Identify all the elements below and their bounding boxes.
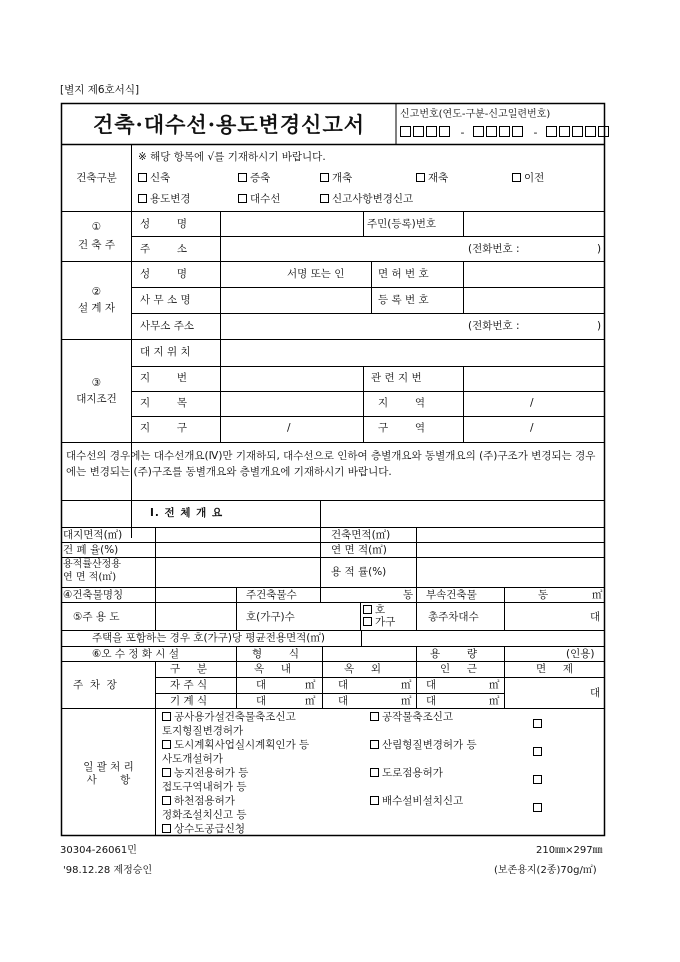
far-label: 용 적 률(%) [331,566,387,578]
batch-road-use[interactable]: 도로점용허가 [370,768,443,779]
designer-phone-label: (전화번호 : [468,320,520,332]
category-note: ※ 해당 항목에 √를 기재하시기 바랍니다. [138,151,326,163]
batch-check-4[interactable] [533,796,545,815]
batch-septic-label: 정화조설치신고 등 [162,809,247,821]
designer-office-label: 사 무 소 명 [140,294,191,306]
parking-row-mechanical: 기 계 식 [170,695,208,707]
footer-approval: '98.12.28 제정승인 [63,865,153,876]
parking-mech-outdoor-unit: 대 [338,695,349,707]
batch-check-1[interactable] [533,712,545,731]
owner-address-label: 주 소 [140,243,187,255]
site-location-label: 대 지 위 치 [140,346,191,358]
designer-office-addr-field[interactable] [222,315,462,338]
category-relocate[interactable]: 이전 [512,173,544,184]
owner-id-field[interactable] [465,213,603,235]
footer-paper: (보존용지(2종)70g/㎡) [494,865,597,876]
floor-area-label: 연 면 적(㎡) [331,544,387,556]
batch-private-road-label: 사도개설허가 [162,753,223,765]
batch-river[interactable]: 하천점용허가 [162,796,235,807]
coverage-label: 건 폐 율(%) [63,544,119,556]
parking-self-nearby-unit: 대 [426,679,437,691]
households-gagu-option[interactable]: 가구 [363,617,395,628]
designer-license-field[interactable] [465,263,603,286]
parking-mech-outdoor-sqm: ㎡ [401,695,412,707]
parking-header-indoor: 옥 내 [254,663,291,675]
report-number-label: 신고번호(연도-구분-신고일련번호) [400,109,551,120]
site-area-label: 대지면적(㎡) [63,529,123,541]
site-land-label: 지 목 [140,397,187,409]
designer-office-field[interactable] [222,289,370,312]
batch-farmland[interactable]: 농지전용허가 등 [162,768,248,779]
sewage-persons-unit: (인용) [566,648,595,660]
designer-sign-label: 서명 또는 인 [287,268,345,280]
category-use-change[interactable]: 용도변경 [138,194,191,205]
owner-id-label: 주민(등록)번호 [367,218,437,230]
batch-check-2[interactable] [533,740,545,759]
site-district-label: 지 구 [140,422,187,434]
parking-self-indoor-unit: 대 [256,679,267,691]
category-new[interactable]: 신축 [138,173,170,184]
owner-phone-close: ) [597,243,602,255]
notice-text: 대수선의 경우에는 대수선개요(Ⅳ)만 기재하되, 대수선으로 인하여 층별개요와 동별개요의 (주)구조가 변경되는 경우에는 변경되는 (주)구조를 동별개요와 층별개요에 기재하시기 바랍니다. [66,450,596,478]
aux-building-label: 부속건축물 [426,589,477,601]
parking-row-self: 자 주 식 [170,679,208,691]
sewage-type-label: 형 식 [252,648,299,660]
parking-self-nearby-sqm: ㎡ [489,679,500,691]
parking-self-outdoor-sqm: ㎡ [401,679,412,691]
form-label: [별지 제6호서식] [60,84,140,96]
designer-number: ② [91,286,102,298]
designer-reg-label: 등 록 번 호 [378,294,429,306]
far-area-label-2: 연 면 적(㎡) [63,572,117,583]
site-related-label: 관 련 지 번 [371,372,422,384]
building-area-label: 건축면적(㎡) [331,529,391,541]
category-report-change[interactable]: 신고사항변경신고 [320,194,413,205]
designer-license-label: 면 허 번 호 [378,268,429,280]
building-name-label: ④건축물명칭 [63,589,124,601]
households-label: 호(가구)수 [246,611,295,623]
parking-label: 주 차 장 [73,679,117,691]
batch-land-change-label: 토지형질변경허가 [162,725,244,737]
owner-name-label: 성 명 [140,218,187,230]
category-reconstruct[interactable]: 재축 [416,173,448,184]
parking-header-type: 구 분 [170,663,207,675]
main-count-label: 주건축물수 [246,589,297,601]
batch-roadside-label: 접도구역내허가 등 [162,781,247,793]
designer-phone-close: ) [597,320,602,332]
site-number: ③ [91,377,102,389]
designer-reg-field[interactable] [465,289,603,312]
site-area-label: 구 역 [378,422,425,434]
footer-code: 30304-26061민 [60,845,137,856]
overview-title: Ⅰ. 전 체 개 요 [150,507,224,519]
site-zone-slash: / [530,397,534,409]
batch-label-2: 사 항 [86,774,131,786]
aux-dong-unit: 동 [538,589,549,601]
site-lot-label: 지 번 [140,372,187,384]
category-extension[interactable]: 증축 [238,173,270,184]
designer-office-addr-label: 사무소 주소 [140,320,195,332]
owner-label: 건 축 주 [77,239,116,251]
owner-name-field[interactable] [222,213,362,235]
parking-mech-indoor-unit: 대 [256,695,267,707]
footer-size: 210㎜×297㎜ [536,845,603,856]
owner-address-field[interactable] [222,238,462,260]
site-district-slash: / [287,422,291,434]
parking-self-indoor-sqm: ㎡ [305,679,316,691]
batch-drainage[interactable]: 배수설비설치신고 [370,796,463,807]
site-location-field[interactable] [222,341,602,365]
category-label: 건축구분 [76,172,117,184]
parking-header-nearby: 인 근 [440,663,477,675]
batch-structure-report[interactable]: 공작물축조신고 [370,712,453,723]
site-zone-label: 지 역 [378,397,425,409]
parking-mech-indoor-sqm: ㎡ [305,695,316,707]
batch-city-plan[interactable]: 도시계획사업실시계획인가 등 [162,740,309,751]
owner-phone-label: (전화번호 : [468,243,520,255]
batch-check-3[interactable] [533,768,545,787]
avg-area-label: 주택을 포함하는 경우 호(가구)당 평균전용면적(㎡) [92,632,325,644]
main-count-unit: 동 [403,589,414,601]
category-major-repair[interactable]: 대수선 [238,194,280,205]
batch-temp-structure[interactable]: 공사용가설건축물축조신고 [162,712,296,723]
parking-mech-nearby-sqm: ㎡ [489,695,500,707]
aux-sqm-unit: ㎡ [592,589,603,601]
parking-mech-nearby-unit: 대 [426,695,437,707]
parking-self-outdoor-unit: 대 [338,679,349,691]
category-rebuild[interactable]: 개축 [320,173,352,184]
sewage-label: ⑥오 수 정 화 시 설 [92,648,179,660]
sewage-capacity-label: 용 량 [430,648,477,660]
batch-forest-change[interactable]: 산림형질변경허가 등 [370,740,477,751]
report-number-boxes[interactable]: - - [400,126,611,139]
parking-total-unit: 대 [590,611,601,623]
main-use-label: ⑤주 용 도 [73,611,120,623]
far-area-label-1: 용적률산정용 [63,559,121,570]
owner-number: ① [91,221,102,233]
designer-name-label: 성 명 [140,268,187,280]
designer-label: 설 계 자 [77,302,116,314]
parking-header-outdoor: 옥 외 [344,663,381,675]
parking-exempt-unit: 대 [590,687,601,699]
parking-header-exempt: 면 제 [536,663,573,675]
households-ho-option[interactable]: 호 [363,605,385,616]
parking-total-label: 총주차대수 [428,611,479,623]
site-label: 대지조건 [76,393,117,405]
batch-label-1: 일 괄 처 리 [83,761,134,773]
form-title: 건축·대수선·용도변경신고서 [92,112,366,137]
batch-water-supply[interactable]: 상수도공급신청 [162,824,245,835]
site-area-slash: / [530,422,534,434]
